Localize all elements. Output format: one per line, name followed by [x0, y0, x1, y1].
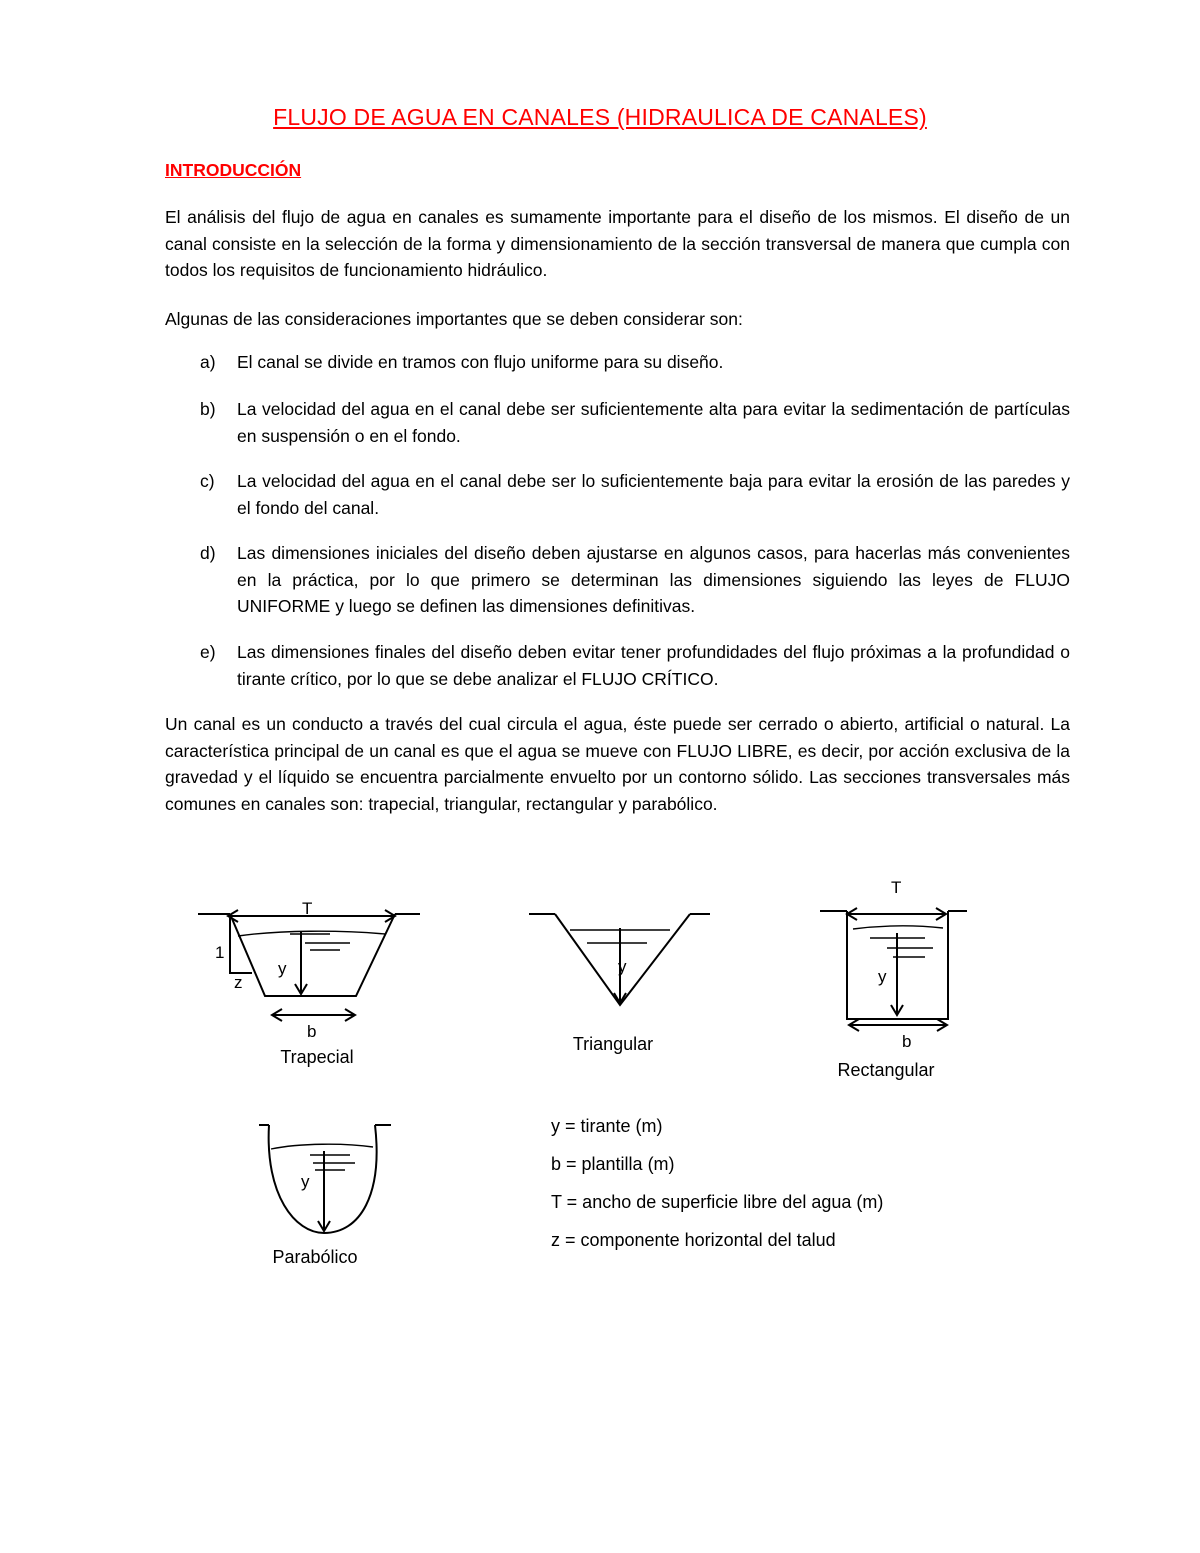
water-surface: [271, 1144, 373, 1149]
list-item: [200, 349, 1070, 376]
channel-outline: [230, 914, 395, 996]
paragraph-canal-definition: Un canal es un conducto a través del cual circula el agua, éste puede ser cerrado o abierto, artificial o natural. La característica principal de un canal es que el agua se mueve con FLUJO LIBRE, es decir, por acción exclusiva de la gravedad y el líquido se encuentra parcialmente envuelto por un contorno sólido. Las secciones transversales más comunes en canales son: trapecial, triangular, rectangular y parabólico.: [165, 714, 1070, 814]
rectangular-diagram: [815, 875, 975, 1051]
t-label: T: [302, 899, 313, 918]
list-item: [200, 540, 1070, 620]
parabolico-diagram: [255, 1115, 400, 1240]
b-label: b: [307, 1022, 317, 1041]
list-text: Las dimensiones iniciales del diseño deben ajustarse en algunos casos, para hacerlas más convenientes en la práctica, por lo que primero se determinan las dimensiones siguiendo las leyes de FLUJO UNIFORME y luego se definen las dimensiones definitivas.: [237, 543, 1070, 616]
triangular-diagram: [525, 900, 715, 1010]
legend-item: b = plantilla (m): [551, 1154, 675, 1174]
rectangular-caption: Rectangular: [837, 1060, 935, 1080]
t-label: T: [891, 878, 902, 897]
trapecial-caption: Trapecial: [280, 1047, 354, 1067]
list-text: Las dimensiones finales del diseño deben evitar tener profundidades del flujo próximas a la profundidad o tirante crítico, por lo que se debe analizar el FLUJO CRÍTICO.: [237, 642, 1070, 689]
legend-item: z = componente horizontal del talud: [551, 1230, 836, 1250]
list-marker: e): [200, 642, 216, 662]
document-title: FLUJO DE AGUA EN CANALES (HIDRAULICA DE CANALES): [273, 104, 927, 130]
list-text: El canal se divide en tramos con flujo uniforme para su diseño.: [237, 352, 724, 372]
triangular-caption: Triangular: [572, 1034, 654, 1054]
z-label: z: [234, 973, 243, 992]
slope-triangle: [230, 918, 252, 973]
trapecial-diagram: [190, 890, 430, 1040]
list-text: La velocidad del agua en el canal debe ser suficientemente alta para evitar la sedimentación de partículas en suspensión o en el fondo.: [237, 399, 1070, 446]
list-item: [200, 396, 1070, 449]
list-marker: d): [200, 543, 216, 563]
one-label: 1: [215, 943, 225, 962]
list-marker: a): [200, 352, 216, 372]
y-label: y: [878, 967, 887, 986]
y-label: y: [278, 959, 287, 978]
paragraph-considerations: Algunas de las consideraciones importantes que se deben considerar son:: [165, 309, 743, 329]
list-item: [200, 468, 1070, 521]
legend-item: y = tirante (m): [551, 1116, 663, 1136]
section-heading-introduccion: INTRODUCCIÓN: [165, 160, 302, 180]
paragraph-intro: El análisis del flujo de agua en canales es sumamente importante para el diseño de los mismos. El diseño de un canal consiste en la selección de la forma y dimensionamiento de la sección transversal de manera que cumpla con todos los requisitos de funcionamiento hidráulico.: [165, 207, 1070, 280]
list-marker: c): [200, 471, 215, 491]
y-label: y: [618, 957, 627, 976]
list-item: [200, 639, 1070, 692]
legend-item: T = ancho de superficie libre del agua (m): [551, 1192, 884, 1212]
channel-outline: [269, 1125, 377, 1233]
list-text: La velocidad del agua en el canal debe ser lo suficientemente baja para evitar la erosión de las paredes y el fondo del canal.: [237, 471, 1070, 518]
y-label: y: [301, 1172, 310, 1191]
b-label: b: [902, 1032, 912, 1051]
list-marker: b): [200, 399, 216, 419]
water-surface: [853, 926, 943, 929]
parabolico-caption: Parabólico: [272, 1247, 358, 1267]
